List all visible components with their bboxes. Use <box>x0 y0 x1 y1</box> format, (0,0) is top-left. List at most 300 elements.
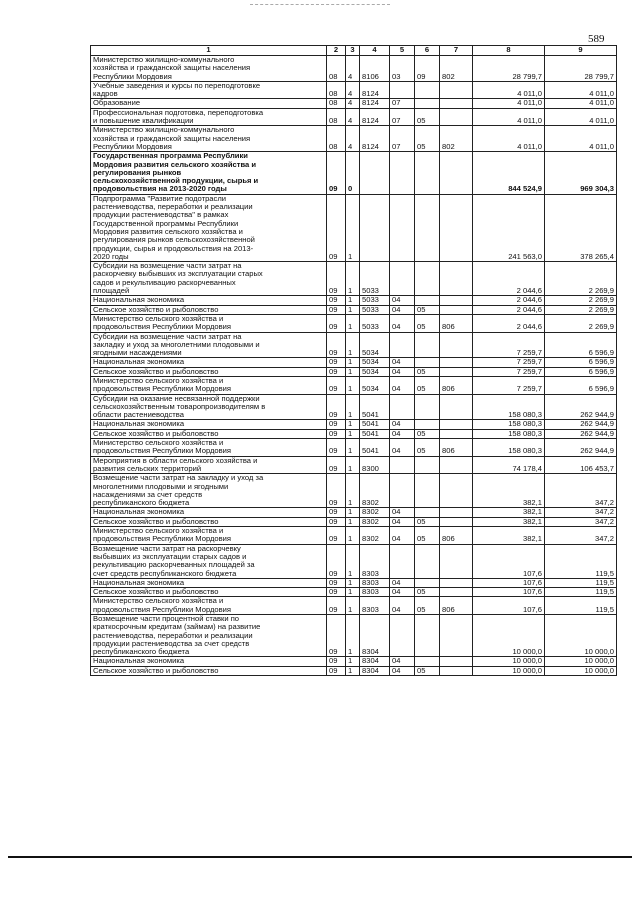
chapter-cell <box>390 474 415 508</box>
target-item-cell: 8124 <box>360 126 390 152</box>
row-name-cell: Профессиональная подготовка, переподготовка и повышение квалификации <box>91 108 327 126</box>
chapter-cell: 04 <box>390 527 415 545</box>
subsection-cell: 1 <box>346 588 360 597</box>
amount-year1-cell: 4 011,0 <box>473 108 545 126</box>
subsection-cell: 4 <box>346 81 360 99</box>
amount-year1-cell: 844 524,9 <box>473 152 545 194</box>
amount-year1-cell: 107,6 <box>473 544 545 578</box>
amount-year1-cell: 382,1 <box>473 517 545 526</box>
chapter-cell: 07 <box>390 99 415 108</box>
table-row <box>91 588 617 597</box>
expense-type-cell <box>440 615 473 657</box>
chapter-cell: 03 <box>390 56 415 82</box>
subsection-cell: 1 <box>346 358 360 367</box>
subchapter-cell: 05 <box>415 527 440 545</box>
amount-year1-cell: 382,1 <box>473 527 545 545</box>
scan-top-rule <box>250 4 390 5</box>
expense-type-cell <box>440 657 473 666</box>
table-row <box>91 376 617 394</box>
subchapter-cell <box>415 394 440 420</box>
subsection-cell: 1 <box>346 517 360 526</box>
expense-type-cell <box>440 474 473 508</box>
subchapter-cell <box>415 296 440 305</box>
row-name-cell: Сельское хозяйство и рыболовство <box>91 666 327 675</box>
section-cell: 09 <box>327 544 346 578</box>
table-row <box>91 474 617 508</box>
target-item-cell: 8304 <box>360 657 390 666</box>
amount-year2-cell: 347,2 <box>545 517 617 526</box>
column-header: 5 <box>390 46 415 56</box>
section-cell: 09 <box>327 314 346 332</box>
target-item-cell: 8303 <box>360 588 390 597</box>
subsection-cell: 1 <box>346 597 360 615</box>
section-cell: 09 <box>327 367 346 376</box>
amount-year1-cell: 382,1 <box>473 508 545 517</box>
table-row <box>91 597 617 615</box>
subchapter-cell <box>415 152 440 194</box>
table-row <box>91 108 617 126</box>
table-row <box>91 99 617 108</box>
table-row <box>91 429 617 438</box>
amount-year1-cell: 10 000,0 <box>473 657 545 666</box>
section-cell: 09 <box>327 666 346 675</box>
column-header: 8 <box>473 46 545 56</box>
table-row <box>91 615 617 657</box>
subsection-cell: 1 <box>346 376 360 394</box>
section-cell: 09 <box>327 615 346 657</box>
section-cell: 09 <box>327 296 346 305</box>
target-item-cell: 8304 <box>360 666 390 675</box>
chapter-cell: 04 <box>390 420 415 429</box>
table-row <box>91 152 617 194</box>
expense-type-cell <box>440 194 473 261</box>
amount-year1-cell: 107,6 <box>473 597 545 615</box>
table-row <box>91 81 617 99</box>
amount-year2-cell: 119,5 <box>545 578 617 587</box>
chapter-cell: 04 <box>390 314 415 332</box>
row-name-cell: Министерство сельского хозяйства и продовольствия Республики Мордовия <box>91 376 327 394</box>
amount-year1-cell: 4 011,0 <box>473 99 545 108</box>
amount-year1-cell: 7 259,7 <box>473 376 545 394</box>
subsection-cell: 1 <box>346 332 360 358</box>
subchapter-cell: 05 <box>415 367 440 376</box>
section-cell: 09 <box>327 578 346 587</box>
subchapter-cell <box>415 194 440 261</box>
amount-year1-cell: 2 044,6 <box>473 262 545 296</box>
chapter-cell: 07 <box>390 108 415 126</box>
target-item-cell: 8124 <box>360 108 390 126</box>
target-item-cell: 8302 <box>360 474 390 508</box>
target-item-cell: 5034 <box>360 376 390 394</box>
target-item-cell: 8303 <box>360 544 390 578</box>
subchapter-cell: 05 <box>415 126 440 152</box>
row-name-cell: Возмещение части процентной ставки по краткосрочным кредитам (займам) на развитие растениеводства, переработки и реализации продукции растениеводства за счет средств республиканского бюджета <box>91 615 327 657</box>
section-cell: 09 <box>327 597 346 615</box>
table-row <box>91 420 617 429</box>
amount-year2-cell: 347,2 <box>545 474 617 508</box>
expense-type-cell <box>440 81 473 99</box>
subchapter-cell: 05 <box>415 597 440 615</box>
chapter-cell <box>390 332 415 358</box>
column-header: 7 <box>440 46 473 56</box>
table-row <box>91 126 617 152</box>
section-cell: 09 <box>327 358 346 367</box>
amount-year1-cell: 4 011,0 <box>473 126 545 152</box>
subchapter-cell <box>415 420 440 429</box>
subsection-cell: 1 <box>346 296 360 305</box>
subsection-cell: 1 <box>346 666 360 675</box>
section-cell: 08 <box>327 81 346 99</box>
expense-type-cell <box>440 108 473 126</box>
section-cell: 09 <box>327 508 346 517</box>
table-row <box>91 262 617 296</box>
amount-year2-cell: 262 944,9 <box>545 429 617 438</box>
column-header: 6 <box>415 46 440 56</box>
amount-year2-cell: 6 596,9 <box>545 367 617 376</box>
subchapter-cell: 05 <box>415 666 440 675</box>
amount-year1-cell: 7 259,7 <box>473 332 545 358</box>
chapter-cell: 04 <box>390 588 415 597</box>
row-name-cell: Национальная экономика <box>91 657 327 666</box>
row-name-cell: Государственная программа Республики Мордовия развития сельского хозяйства и регулирования рынков сельскохозяйственной продукции, сырья и продовольствия на 2013-2020 годы <box>91 152 327 194</box>
subchapter-cell: 05 <box>415 429 440 438</box>
subsection-cell: 1 <box>346 508 360 517</box>
section-cell: 08 <box>327 56 346 82</box>
table-row <box>91 194 617 261</box>
chapter-cell <box>390 394 415 420</box>
column-header: 3 <box>346 46 360 56</box>
subchapter-cell <box>415 99 440 108</box>
target-item-cell: 8304 <box>360 615 390 657</box>
amount-year2-cell: 4 011,0 <box>545 108 617 126</box>
amount-year2-cell: 347,2 <box>545 508 617 517</box>
scan-bottom-rule <box>8 856 632 858</box>
section-cell: 08 <box>327 126 346 152</box>
amount-year2-cell: 119,5 <box>545 588 617 597</box>
amount-year1-cell: 2 044,6 <box>473 305 545 314</box>
subsection-cell: 1 <box>346 262 360 296</box>
row-name-cell: Возмещение части затрат на закладку и уход за многолетними плодовыми и ягодными насаждениями за счет средств республиканского бюджета <box>91 474 327 508</box>
subsection-cell: 1 <box>346 439 360 457</box>
expense-type-cell <box>440 152 473 194</box>
target-item-cell: 8302 <box>360 517 390 526</box>
amount-year1-cell: 7 259,7 <box>473 367 545 376</box>
amount-year2-cell: 6 596,9 <box>545 376 617 394</box>
subsection-cell: 1 <box>346 429 360 438</box>
section-cell: 09 <box>327 420 346 429</box>
amount-year2-cell: 2 269,9 <box>545 262 617 296</box>
table-row <box>91 517 617 526</box>
subchapter-cell: 05 <box>415 439 440 457</box>
target-item-cell: 8300 <box>360 456 390 474</box>
subsection-cell: 1 <box>346 527 360 545</box>
subsection-cell: 4 <box>346 99 360 108</box>
target-item-cell: 5033 <box>360 262 390 296</box>
target-item-cell <box>360 194 390 261</box>
row-name-cell: Подпрограмма "Развитие подотрасли растениеводства, переработки и реализации продукции растениеводства" в рамках Государственной программы Республики Мордовия развития сельского хозяйства и регулирования рынков сельскохозяйственной продукции, сырья и продовольствия на 2013- 2020 годы <box>91 194 327 261</box>
expense-type-cell <box>440 358 473 367</box>
chapter-cell: 04 <box>390 376 415 394</box>
section-cell: 08 <box>327 108 346 126</box>
expense-type-cell <box>440 420 473 429</box>
target-item-cell: 8303 <box>360 597 390 615</box>
expense-type-cell: 806 <box>440 527 473 545</box>
expense-type-cell <box>440 332 473 358</box>
subchapter-cell <box>415 544 440 578</box>
subchapter-cell <box>415 474 440 508</box>
chapter-cell: 04 <box>390 597 415 615</box>
amount-year2-cell: 2 269,9 <box>545 305 617 314</box>
amount-year2-cell: 119,5 <box>545 544 617 578</box>
section-cell: 09 <box>327 152 346 194</box>
table-row <box>91 367 617 376</box>
table-header-row <box>91 46 617 56</box>
table-row <box>91 578 617 587</box>
amount-year2-cell: 262 944,9 <box>545 394 617 420</box>
row-name-cell: Мероприятия в области сельского хозяйства и развития сельских территорий <box>91 456 327 474</box>
table-row <box>91 508 617 517</box>
row-name-cell: Субсидии на оказание несвязанной поддержки сельскохозяйственным товаропроизводителям в области растениеводства <box>91 394 327 420</box>
amount-year1-cell: 382,1 <box>473 474 545 508</box>
expense-type-cell <box>440 456 473 474</box>
row-name-cell: Министерство сельского хозяйства и продовольствия Республики Мордовия <box>91 527 327 545</box>
target-item-cell: 8302 <box>360 508 390 517</box>
amount-year2-cell: 2 269,9 <box>545 296 617 305</box>
expense-type-cell <box>440 367 473 376</box>
target-item-cell: 5034 <box>360 367 390 376</box>
target-item-cell: 8106 <box>360 56 390 82</box>
subchapter-cell <box>415 578 440 587</box>
subsection-cell: 4 <box>346 126 360 152</box>
page-number: 589 <box>588 33 605 45</box>
amount-year1-cell: 10 000,0 <box>473 666 545 675</box>
table-row <box>91 456 617 474</box>
section-cell: 09 <box>327 394 346 420</box>
amount-year1-cell: 4 011,0 <box>473 81 545 99</box>
amount-year1-cell: 158 080,3 <box>473 394 545 420</box>
target-item-cell: 5041 <box>360 439 390 457</box>
amount-year1-cell: 158 080,3 <box>473 420 545 429</box>
subsection-cell: 1 <box>346 305 360 314</box>
amount-year2-cell: 10 000,0 <box>545 615 617 657</box>
chapter-cell: 04 <box>390 439 415 457</box>
expense-type-cell: 802 <box>440 126 473 152</box>
row-name-cell: Возмещение части затрат на раскорчевку выбывших из эксплуатации старых садов и рекультивацию раскорчеванных площадей за счет средств республиканского бюджета <box>91 544 327 578</box>
chapter-cell: 04 <box>390 517 415 526</box>
target-item-cell: 8302 <box>360 527 390 545</box>
expense-type-cell: 802 <box>440 56 473 82</box>
amount-year2-cell: 119,5 <box>545 597 617 615</box>
target-item-cell: 5033 <box>360 305 390 314</box>
target-item-cell <box>360 152 390 194</box>
target-item-cell: 5033 <box>360 314 390 332</box>
amount-year2-cell: 6 596,9 <box>545 358 617 367</box>
expense-type-cell <box>440 666 473 675</box>
amount-year2-cell: 969 304,3 <box>545 152 617 194</box>
row-name-cell: Субсидии на возмещение части затрат на закладку и уход за многолетними плодовыми и ягодными насаждениями <box>91 332 327 358</box>
expense-type-cell <box>440 588 473 597</box>
chapter-cell <box>390 152 415 194</box>
subchapter-cell <box>415 262 440 296</box>
subsection-cell: 1 <box>346 314 360 332</box>
table-row <box>91 56 617 82</box>
table-row <box>91 439 617 457</box>
row-name-cell: Министерство жилищно-коммунального хозяйства и гражданской защиты населения Республики Мордовия <box>91 126 327 152</box>
row-name-cell: Национальная экономика <box>91 578 327 587</box>
subchapter-cell <box>415 615 440 657</box>
subsection-cell: 1 <box>346 394 360 420</box>
chapter-cell: 07 <box>390 126 415 152</box>
section-cell: 09 <box>327 456 346 474</box>
row-name-cell: Образование <box>91 99 327 108</box>
subsection-cell: 1 <box>346 544 360 578</box>
budget-table <box>90 45 617 676</box>
amount-year1-cell: 158 080,3 <box>473 429 545 438</box>
row-name-cell: Национальная экономика <box>91 358 327 367</box>
subsection-cell: 1 <box>346 578 360 587</box>
subchapter-cell: 09 <box>415 56 440 82</box>
subchapter-cell <box>415 358 440 367</box>
target-item-cell: 5034 <box>360 358 390 367</box>
target-item-cell: 5033 <box>360 296 390 305</box>
subchapter-cell <box>415 332 440 358</box>
subchapter-cell: 05 <box>415 108 440 126</box>
row-name-cell: Субсидии на возмещение части затрат на раскорчевку выбывших из эксплуатации старых садов и рекультивацию раскорчеванных площадей <box>91 262 327 296</box>
column-header: 2 <box>327 46 346 56</box>
expense-type-cell <box>440 544 473 578</box>
subchapter-cell: 05 <box>415 305 440 314</box>
target-item-cell: 8124 <box>360 81 390 99</box>
table-row <box>91 657 617 666</box>
row-name-cell: Сельское хозяйство и рыболовство <box>91 367 327 376</box>
table-row <box>91 544 617 578</box>
expense-type-cell <box>440 262 473 296</box>
amount-year2-cell: 2 269,9 <box>545 314 617 332</box>
amount-year2-cell: 4 011,0 <box>545 99 617 108</box>
column-header: 1 <box>91 46 327 56</box>
chapter-cell: 04 <box>390 305 415 314</box>
target-item-cell: 8303 <box>360 578 390 587</box>
target-item-cell: 5041 <box>360 420 390 429</box>
section-cell: 09 <box>327 474 346 508</box>
subsection-cell: 1 <box>346 615 360 657</box>
subchapter-cell <box>415 657 440 666</box>
row-name-cell: Министерство сельского хозяйства и продовольствия Республики Мордовия <box>91 597 327 615</box>
target-item-cell: 5041 <box>360 394 390 420</box>
subchapter-cell <box>415 81 440 99</box>
section-cell: 09 <box>327 376 346 394</box>
amount-year2-cell: 262 944,9 <box>545 420 617 429</box>
row-name-cell: Национальная экономика <box>91 420 327 429</box>
subsection-cell: 4 <box>346 56 360 82</box>
section-cell: 09 <box>327 588 346 597</box>
chapter-cell: 04 <box>390 429 415 438</box>
amount-year1-cell: 28 799,7 <box>473 56 545 82</box>
amount-year2-cell: 10 000,0 <box>545 657 617 666</box>
subsection-cell: 1 <box>346 420 360 429</box>
amount-year1-cell: 241 563,0 <box>473 194 545 261</box>
row-name-cell: Министерство сельского хозяйства и продовольствия Республики Мордовия <box>91 439 327 457</box>
expense-type-cell <box>440 508 473 517</box>
chapter-cell: 04 <box>390 657 415 666</box>
chapter-cell: 04 <box>390 367 415 376</box>
column-header: 9 <box>545 46 617 56</box>
expense-type-cell: 806 <box>440 314 473 332</box>
chapter-cell <box>390 262 415 296</box>
amount-year1-cell: 10 000,0 <box>473 615 545 657</box>
chapter-cell: 04 <box>390 358 415 367</box>
subchapter-cell: 05 <box>415 588 440 597</box>
chapter-cell <box>390 194 415 261</box>
column-header: 4 <box>360 46 390 56</box>
chapter-cell: 04 <box>390 296 415 305</box>
row-name-cell: Учебные заведения и курсы по переподготовке кадров <box>91 81 327 99</box>
chapter-cell: 04 <box>390 666 415 675</box>
table-row <box>91 394 617 420</box>
target-item-cell: 5041 <box>360 429 390 438</box>
table-row <box>91 296 617 305</box>
row-name-cell: Министерство сельского хозяйства и продовольствия Республики Мордовия <box>91 314 327 332</box>
expense-type-cell: 806 <box>440 597 473 615</box>
subchapter-cell <box>415 456 440 474</box>
expense-type-cell <box>440 578 473 587</box>
table-row <box>91 305 617 314</box>
section-cell: 09 <box>327 657 346 666</box>
row-name-cell: Национальная экономика <box>91 508 327 517</box>
chapter-cell <box>390 81 415 99</box>
amount-year2-cell: 378 265,4 <box>545 194 617 261</box>
subsection-cell: 1 <box>346 367 360 376</box>
subsection-cell: 4 <box>346 108 360 126</box>
row-name-cell: Министерство жилищно-коммунального хозяйства и гражданской защиты населения Республики Мордовия <box>91 56 327 82</box>
amount-year1-cell: 107,6 <box>473 588 545 597</box>
table-row <box>91 358 617 367</box>
section-cell: 09 <box>327 429 346 438</box>
amount-year1-cell: 2 044,6 <box>473 314 545 332</box>
section-cell: 09 <box>327 262 346 296</box>
table-row <box>91 314 617 332</box>
amount-year1-cell: 158 080,3 <box>473 439 545 457</box>
subsection-cell: 1 <box>346 657 360 666</box>
chapter-cell <box>390 615 415 657</box>
chapter-cell: 04 <box>390 508 415 517</box>
subchapter-cell: 05 <box>415 314 440 332</box>
subsection-cell: 1 <box>346 474 360 508</box>
expense-type-cell <box>440 429 473 438</box>
expense-type-cell <box>440 517 473 526</box>
table-body <box>91 56 617 676</box>
amount-year1-cell: 74 178,4 <box>473 456 545 474</box>
target-item-cell: 8124 <box>360 99 390 108</box>
amount-year2-cell: 347,2 <box>545 527 617 545</box>
chapter-cell <box>390 544 415 578</box>
subsection-cell: 1 <box>346 456 360 474</box>
expense-type-cell <box>440 305 473 314</box>
amount-year1-cell: 2 044,6 <box>473 296 545 305</box>
amount-year2-cell: 4 011,0 <box>545 126 617 152</box>
section-cell: 09 <box>327 439 346 457</box>
subchapter-cell: 05 <box>415 517 440 526</box>
chapter-cell <box>390 456 415 474</box>
amount-year2-cell: 4 011,0 <box>545 81 617 99</box>
amount-year2-cell: 28 799,7 <box>545 56 617 82</box>
row-name-cell: Сельское хозяйство и рыболовство <box>91 305 327 314</box>
expense-type-cell <box>440 296 473 305</box>
expense-type-cell <box>440 99 473 108</box>
expense-type-cell: 806 <box>440 376 473 394</box>
table-row <box>91 527 617 545</box>
subchapter-cell: 05 <box>415 376 440 394</box>
